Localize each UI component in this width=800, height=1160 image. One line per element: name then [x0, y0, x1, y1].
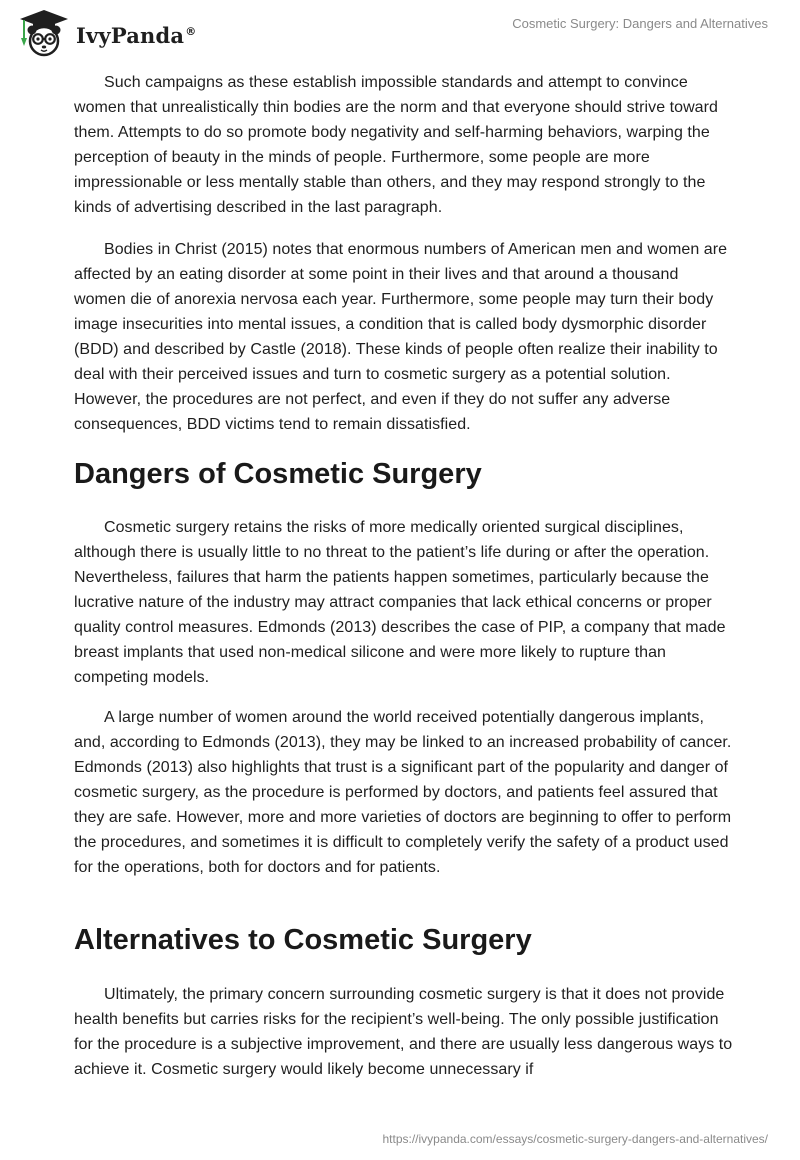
paragraph: Ultimately, the primary concern surrounding cosmetic surgery is that it does not provide health benefits but carries risks for the recipient’s well-being. The only possible justification for the procedure is a subjective improvement, and there are usually less dangerous ways to achieve it. Cosmetic surgery would likely become unnecessary if [74, 986, 733, 1078]
paragraph: A large number of women around the world received potentially dangerous implants, and, according to Edmonds (2013), they may be linked to an increased probability of cancer. Edmonds (2013) also highlights that trust is a significant part of the popularity and danger of cosmetic surgery, as the procedure is performed by doctors, and patients feel assured that they are safe. However, more and more varieties of doctors are beginning to offer to perform the procedures, and sometimes it is difficult to completely verify the safety of a product used for the operations, both for doctors and for patients. [74, 709, 732, 876]
section-heading-alternatives: Alternatives to Cosmetic Surgery [74, 924, 532, 956]
logo-name: IvyPanda [76, 22, 185, 48]
paragraph: Cosmetic surgery retains the risks of more medically oriented surgical disciplines, although there is usually little to no threat to the patient’s life during or after the operation. Nevertheless, failures that harm the patients happen sometimes, particularly because the lucrative nature of the industry may attract companies that lack ethical concerns or proper quality control measures. Edmonds (2013) describes the case of PIP, a company that made breast implants that used non-medical silicone and were more likely to rupture than competing models. [74, 519, 726, 686]
paragraph: Bodies in Christ (2015) notes that enormous numbers of American men and women are affected by an eating disorder at some point in their lives and that around a thousand women die of anorexia nervosa each year. Furthermore, some people may turn their body image insecurities into mental issues, a condition that is called body dysmorphic disorder (BDD) and described by Castle (2018). These kinds of people often realize their inability to deal with their perceived issues and turn to cosmetic surgery as a potential solution. However, the procedures are not perfect, and even if they do not suffer any adverse consequences, BDD victims tend to remain dissatisfied. [74, 241, 728, 433]
paragraph: Such campaigns as these establish impossible standards and attempt to convince women that unrealistically thin bodies are the norm and that everyone should strive toward them. Attempts to do so promote body negativity and self-harming behaviors, warping the perception of beauty in the minds of people. Furthermore, some people are more impressionable or less mentally stable than others, and they may respond strongly to the kinds of advertising described in the last paragraph. [74, 74, 718, 216]
logo-registered-mark: ® [185, 24, 197, 38]
document-title: Cosmetic Surgery: Dangers and Alternatives [512, 16, 768, 31]
section-heading-dangers: Dangers of Cosmetic Surgery [74, 458, 482, 490]
source-url-link[interactable]: https://ivypanda.com/essays/cosmetic-surgery-dangers-and-alternatives/ [382, 1132, 768, 1146]
page-header [0, 0, 800, 70]
panda-graduation-cap-icon [16, 8, 72, 58]
logo-wordmark [76, 23, 196, 48]
site-logo[interactable] [16, 8, 196, 58]
